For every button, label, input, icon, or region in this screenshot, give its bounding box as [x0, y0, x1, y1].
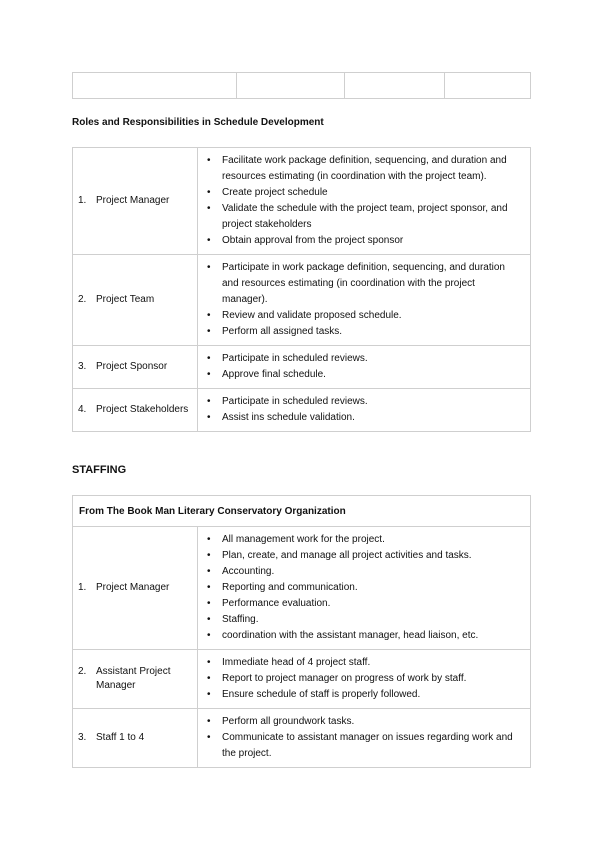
staffing-title: STAFFING [72, 464, 127, 476]
empty-cell [237, 73, 345, 99]
bullet-icon: • [207, 155, 211, 166]
empty-table [72, 72, 531, 99]
role-number: 1. [78, 582, 87, 593]
responsibility-text: Staffing. [222, 614, 259, 625]
bullet-icon: • [207, 550, 211, 561]
responsibility-text: Communicate to assistant manager on issues regarding work and the project. [222, 732, 513, 759]
role-name: Project Manager [96, 195, 170, 206]
responsibility-text: Participate in work package definition, sequencing, and duration and resources estimating (in coordination with the project manager). [222, 262, 505, 305]
responsibility-text: Approve final schedule. [222, 369, 326, 380]
role-cell [73, 148, 198, 255]
responsibility-list [204, 532, 522, 644]
responsibility-item [204, 532, 522, 548]
org-header: From The Book Man Literary Conservatory Organization [73, 496, 531, 527]
responsibility-item [204, 714, 522, 730]
bullet-icon: • [207, 582, 211, 593]
responsibility-list [204, 351, 522, 383]
bullet-icon: • [207, 369, 211, 380]
responsibility-text: Assist ins schedule validation. [222, 412, 355, 423]
bullet-icon: • [207, 657, 211, 668]
role-cell [73, 709, 198, 768]
role-number: 4. [78, 404, 87, 415]
org-header-row [73, 496, 531, 527]
responsibility-item [204, 351, 522, 367]
role-name: Project Manager [96, 582, 170, 593]
responsibility-item [204, 324, 522, 340]
bullet-icon: • [207, 235, 211, 246]
role-row [73, 650, 531, 709]
responsibility-text: Ensure schedule of staff is properly followed. [222, 689, 421, 700]
bullet-icon: • [207, 203, 211, 214]
responsibility-text: Participate in scheduled reviews. [222, 396, 368, 407]
responsibility-item [204, 201, 522, 233]
responsibility-item [204, 655, 522, 671]
responsibility-item [204, 730, 522, 762]
role-name: Staff 1 to 4 [96, 732, 145, 743]
responsibility-text: Perform all assigned tasks. [222, 326, 343, 337]
role-row [73, 255, 531, 346]
responsibility-item [204, 233, 522, 249]
bullet-icon: • [207, 326, 211, 337]
bullet-icon: • [207, 262, 211, 273]
role-name: Project Sponsor [96, 361, 168, 372]
schedule-heading: Roles and Responsibilities in Schedule Development [72, 117, 324, 128]
responsibility-text: Review and validate proposed schedule. [222, 310, 402, 321]
bullet-icon: • [207, 598, 211, 609]
empty-cell [445, 73, 531, 99]
role-name: Project Team [96, 294, 155, 305]
bullet-icon: • [207, 716, 211, 727]
empty-cell [345, 73, 445, 99]
bullet-icon: • [207, 673, 211, 684]
responsibility-item [204, 596, 522, 612]
bullet-icon: • [207, 689, 211, 700]
responsibility-item [204, 564, 522, 580]
responsibility-text: Accounting. [222, 566, 275, 577]
responsibilities-cell [198, 389, 531, 432]
responsibility-item [204, 153, 522, 185]
responsibility-item [204, 260, 522, 308]
role-name: Project Stakeholders [96, 404, 189, 415]
role-row [73, 148, 531, 255]
responsibility-text: Facilitate work package definition, sequencing, and duration and resources estimating (in coordination with the project team). [222, 155, 507, 182]
role-cell [73, 389, 198, 432]
document-page [72, 72, 530, 768]
responsibilities-cell [198, 148, 531, 255]
role-number: 3. [78, 732, 87, 743]
responsibility-text: coordination with the assistant manager, head liaison, etc. [222, 630, 479, 641]
role-row [73, 389, 531, 432]
responsibility-list [204, 655, 522, 703]
responsibility-text: Immediate head of 4 project staff. [222, 657, 371, 668]
responsibility-text: All management work for the project. [222, 534, 385, 545]
responsibility-text: Validate the schedule with the project team, project sponsor, and project stakeholders [222, 203, 508, 230]
responsibilities-cell [198, 255, 531, 346]
bullet-icon: • [207, 353, 211, 364]
empty-cell [73, 73, 237, 99]
bullet-icon: • [207, 614, 211, 625]
role-row [73, 346, 531, 389]
role-cell [73, 255, 198, 346]
role-cell [73, 527, 198, 650]
staffing-table [72, 495, 531, 768]
responsibility-item [204, 671, 522, 687]
responsibility-item [204, 308, 522, 324]
responsibility-list [204, 260, 522, 340]
responsibilities-cell [198, 527, 531, 650]
responsibility-item [204, 628, 522, 644]
responsibility-item [204, 367, 522, 383]
role-cell [73, 650, 198, 709]
responsibility-item [204, 687, 522, 703]
role-name: Assistant Project Manager [96, 666, 171, 691]
responsibilities-cell [198, 650, 531, 709]
responsibility-text: Participate in scheduled reviews. [222, 353, 368, 364]
responsibility-text: Reporting and communication. [222, 582, 358, 593]
role-number: 3. [78, 361, 87, 372]
bullet-icon: • [207, 630, 211, 641]
role-row [73, 709, 531, 768]
responsibility-item [204, 185, 522, 201]
responsibility-text: Create project schedule [222, 187, 328, 198]
bullet-icon: • [207, 534, 211, 545]
bullet-icon: • [207, 187, 211, 198]
responsibility-item [204, 394, 522, 410]
role-cell [73, 346, 198, 389]
bullet-icon: • [207, 412, 211, 423]
bullet-icon: • [207, 310, 211, 321]
role-number: 1. [78, 195, 87, 206]
responsibilities-cell [198, 709, 531, 768]
bullet-icon: • [207, 732, 211, 743]
role-number: 2. [78, 294, 87, 305]
responsibility-text: Report to project manager on progress of work by staff. [222, 673, 467, 684]
responsibility-list [204, 394, 522, 426]
bullet-icon: • [207, 566, 211, 577]
role-number: 2. [78, 666, 87, 677]
responsibility-item [204, 410, 522, 426]
responsibility-text: Obtain approval from the project sponsor [222, 235, 404, 246]
responsibility-list [204, 714, 522, 762]
responsibility-text: Plan, create, and manage all project activities and tasks. [222, 550, 472, 561]
responsibility-item [204, 548, 522, 564]
responsibility-list [204, 153, 522, 249]
responsibility-text: Perform all groundwork tasks. [222, 716, 355, 727]
empty-table-row [73, 73, 531, 99]
responsibilities-cell [198, 346, 531, 389]
role-row [73, 527, 531, 650]
responsibility-item [204, 612, 522, 628]
responsibility-text: Performance evaluation. [222, 598, 331, 609]
schedule-roles-table [72, 147, 531, 432]
responsibility-item [204, 580, 522, 596]
bullet-icon: • [207, 396, 211, 407]
